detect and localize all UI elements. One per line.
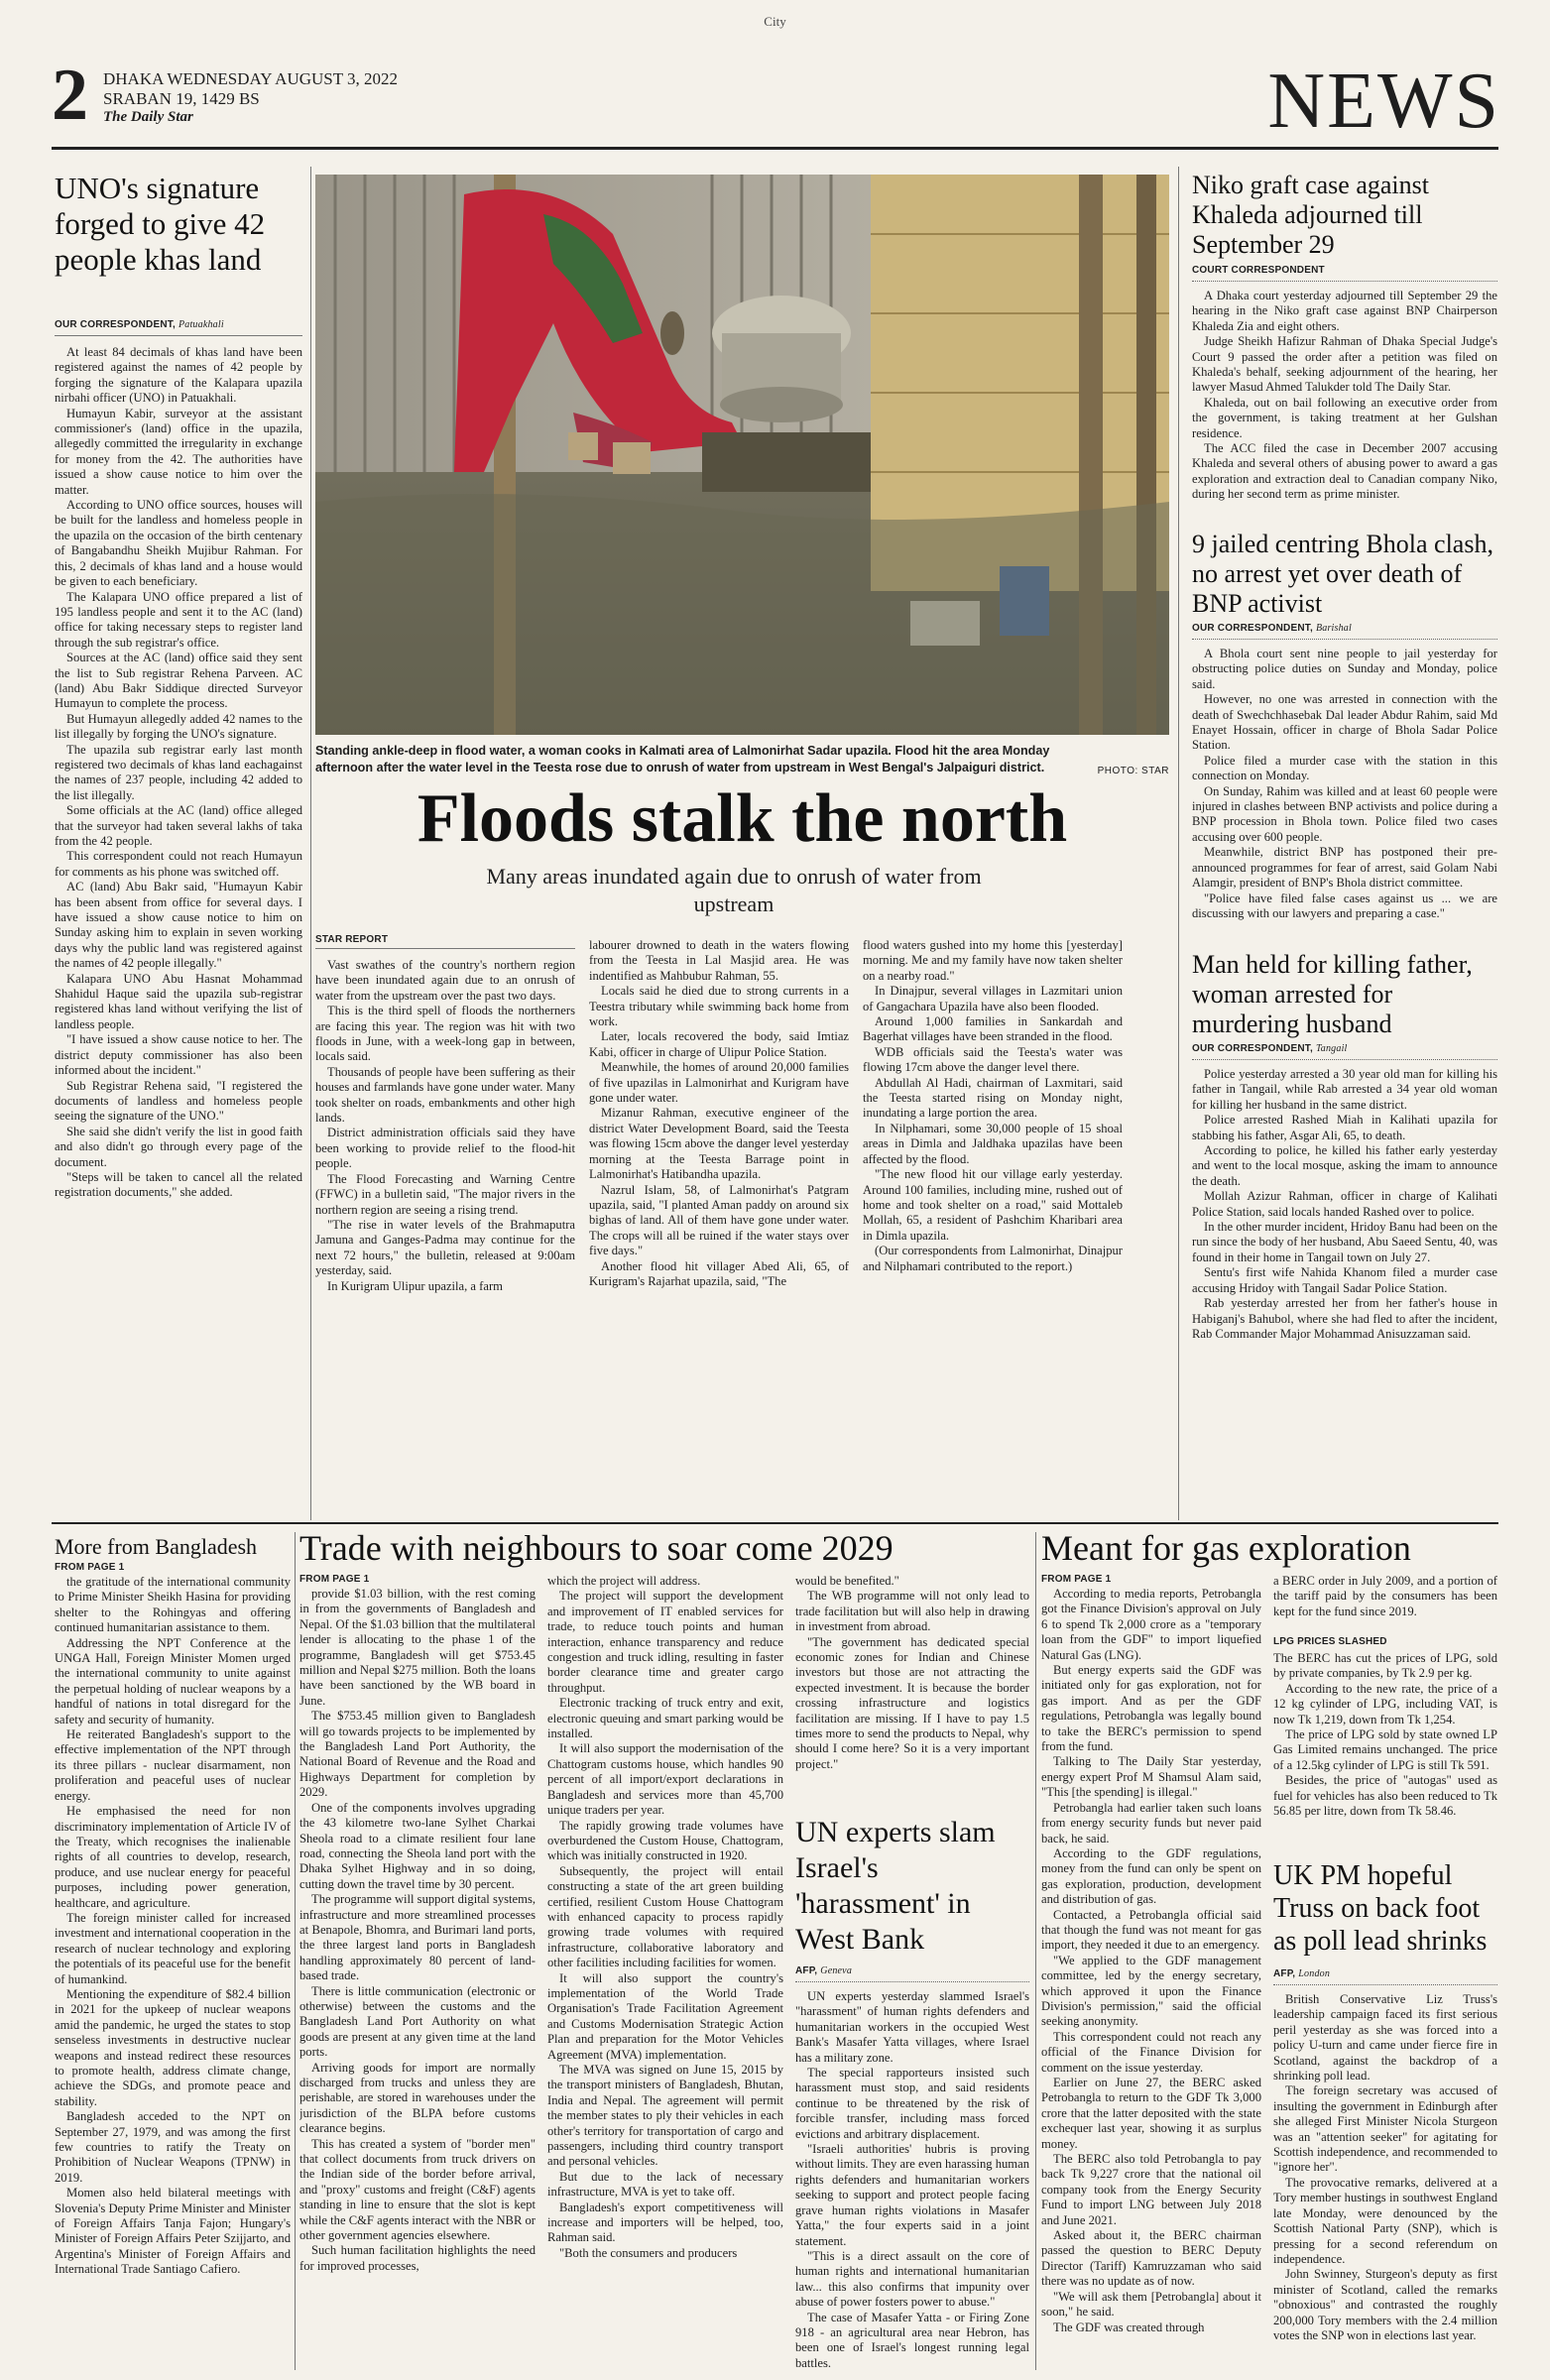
paragraph: "I have issued a show cause notice to her. The district deputy commissioner has also been informed about the incident." — [55, 1032, 302, 1078]
paragraph: Meanwhile, district BNP has postponed their pre-announced programmes for fear of arrest, said Golam Nabi Alamgir, president of BNP's Bhola district committee. — [1192, 845, 1497, 891]
paragraph: The GDF was created through — [1053, 2320, 1205, 2334]
paragraph: "The rise in water levels of the Brahmaputra Jamuna and Ganges-Padma may continue for the next 72 hours," the bulletin, released at 9:00am yesterday, said. — [315, 1217, 575, 1278]
paragraph: But Humayun allegedly added 42 names to the list illegally by forging the UNO's signature. — [55, 711, 302, 742]
niko-headline: Niko graft case against Khaleda adjourned till September 29 — [1192, 171, 1429, 259]
paragraph: A Bhola court sent nine people to jail yesterday for obstructing police duties on Sunday and Monday, police said. — [1192, 647, 1497, 691]
paragraph: But due to the lack of necessary infrastructure, MVA is yet to take off. — [547, 2169, 783, 2200]
paragraph: One of the components involves upgrading the 43 kilometre two-lane Sylhet Charkai Sheola road to a climate resilient four lane road, connecting the Sheola land port with the Dhaka Sylhet Highway and in so doing, cutting down the travel time by 30 percent. — [299, 1800, 536, 1891]
uno-byline-rule — [55, 335, 302, 336]
flood-photo-image — [315, 175, 1169, 735]
paragraph: In Dinajpur, several villages in Lazmitari union of Gangachara Upazila have also been flooded. — [863, 984, 1123, 1013]
paragraph: The foreign minister called for increased investment and international cooperation in the research of nuclear technology and exploring the potentials of its peaceful use for the benefit of humankind. — [55, 1910, 291, 1986]
paragraph: Asked about it, the BERC chairman passed the question to BERC Deputy Director (Tariff) Kamruzzaman who said there was no update as of now. — [1041, 2228, 1261, 2289]
paragraph: But energy experts said the GDF was initiated only for gas exploration, not for gas import. And as per the GDF regulations, Petrobangla was legally bound to take the BERC's permission to spend from the fund. — [1041, 1663, 1261, 1754]
paragraph: In Kurigram Ulipur upazila, a farm — [327, 1278, 503, 1293]
paragraph: "The new flood hit our village early yesterday. Around 100 families, including mine, rushed out of home and took shelter on a road," said Mottaleb Mollah, 65, a resident of Pashchim Kharibari area in Dimla upazila. — [863, 1167, 1123, 1243]
paragraph: The project will support the development and improvement of IT enabled services for trade, to reduce touch points and human interaction, enhance transparency and reduce congestion and truck idling, resulting in faster border clearance time and greater cargo throughput. — [547, 1589, 783, 1695]
paragraph: Another flood hit villager Abed Ali, 65, of Kurigram's Rajarhat upazila, said, "The — [589, 1258, 849, 1288]
paragraph: Bangladesh acceded to the NPT on September 27, 1979, and was among the first few countries to ratify the Treaty on Prohibition of Nuclear Weapons (TPNW) in 2019. — [55, 2109, 291, 2185]
trade-col-3 — [795, 1574, 1029, 1812]
paragraph: labourer drowned to death in the waters flowing from the Teesta in Lal Masjid area. He was indentified as Mahbubur Rahman, 55. — [589, 938, 849, 983]
paragraph: "We applied to the GDF management committee, led by the energy secretary, which approved it upon the Finance Division's permission," said the official seeking anonymity. — [1041, 1953, 1261, 2029]
paragraph: District administration officials said they have been working to provide relief to the flood-hit people. — [315, 1126, 575, 1171]
paragraph: UN experts yesterday slammed Israel's "harassment" of human rights defenders and humanitarian workers in the occupied West Bank's Masafer Yatta villages, where Israel has a military zone. — [795, 1989, 1029, 2065]
paragraph: The case of Masafer Yatta - or Firing Zone 918 - an agricultural area near Hebron, has been one of Israel's longest running legal battles. — [795, 2310, 1029, 2370]
paragraph: The programme will support digital systems, infrastructure and more streamlined processes at Benapole, Bhomra, and Burimari land ports, the three largest land ports in Bangladesh handling approximately 80 percent of land-based trade. — [299, 1892, 536, 1983]
bangla-date: SRABAN 19, 1429 BS — [103, 89, 260, 108]
paragraph: Nazrul Islam, 58, of Lalmonirhat's Patgram upazila, said, "I planted Aman paddy on around six bighas of land. All of them have gone under water. The crops will all be ruined if the water stays over five days." — [589, 1182, 849, 1258]
paragraph: This correspondent could not reach Humayun for comments as his phone was switched off. — [55, 849, 302, 879]
paragraph: Mizanur Rahman, executive engineer of the district Water Development Board, said the Teesta was flowing 15cm above the danger level yesterday morning at the Teesta Barrage point in Lalmonirhat's Hatibandha upazila. — [589, 1106, 849, 1182]
tangail-body — [1192, 1067, 1497, 1515]
paragraph: Khaleda, out on bail following an executive order from the government, is taking treatment at her Gulshan residence. — [1192, 395, 1497, 440]
paragraph: The Flood Forecasting and Warning Centre (FFWC) in a bulletin said, "The major rivers in the northern region are seeing a rising trend. — [315, 1171, 575, 1217]
masthead-rule — [52, 147, 1498, 150]
col-divider — [310, 167, 311, 1520]
paragraph: "Both the consumers and producers — [559, 2245, 738, 2260]
paragraph: He reiterated Bangladesh's support to the effective implementation of the NPT through its three pillars - nuclear disarmament, non proliferation and peaceful uses of nuclear energy. — [55, 1727, 291, 1803]
bhola-byline: OUR CORRESPONDENT, Barishal — [1192, 623, 1352, 634]
paragraph: "Steps will be taken to cancel all the related registration documents," she added. — [55, 1169, 302, 1200]
paragraph: The rapidly growing trade volumes have overburdened the Custom House, Chattogram, which was initially constructed in 1920. — [547, 1818, 783, 1863]
paragraph: This correspondent could not reach any official of the Finance Division for comment on the issue yesterday. — [1041, 2029, 1261, 2075]
paragraph: However, no one was arrested in connection with the death of Swechchhasebak Dal leader Abdur Rahim, said Md Enayet Hossain, officer in charge of Bhola Sadar Police Station. — [1192, 692, 1497, 753]
trade-headline: Trade with neighbours to soar come 2029 — [299, 1528, 894, 1568]
paragraph: She said she didn't verify the list in good faith and also didn't go through every page of the document. — [55, 1124, 302, 1169]
paragraph: Such human facilitation highlights the need for improved processes, — [299, 2243, 536, 2273]
paragraph: Petrobangla had earlier taken such loans from energy security funds but never paid back, he said. — [1041, 1800, 1261, 1845]
paragraph: Contacted, a Petrobangla official said that though the fund was not meant for gas import, they needed it due to an emergency. — [1041, 1907, 1261, 1953]
paragraph: which the project will address. — [547, 1574, 701, 1588]
more-headline: More from Bangladesh — [55, 1534, 258, 1559]
paragraph: A Dhaka court yesterday adjourned till September 29 the hearing in the Niko graft case against BNP Chairperson Khaleda Zia and eight others. — [1192, 289, 1497, 333]
niko-byline: COURT CORRESPONDENT — [1192, 265, 1325, 276]
floods-headline: Floods stalk the north — [417, 780, 1068, 857]
paragraph: It will also support the modernisation of the Chattogram customs house, which handles 90 percent of all import/export declarations in Bangladesh and services more than 45,700 unique traders per year. — [547, 1741, 783, 1818]
paragraph: Meanwhile, the homes of around 20,000 families of five upazilas in Lalmonirhat and Kurigram have gone under water. — [589, 1060, 849, 1106]
gas-col-1 — [1041, 1587, 1261, 2370]
bhola-headline: 9 jailed centring Bhola clash, no arrest yet over death of BNP activist — [1192, 530, 1493, 618]
paragraph: Abdullah Al Hadi, chairman of Laxmitari, said the Teesta started rising on Monday night, inundating a large portion the area. — [863, 1075, 1123, 1121]
gas-col-2b — [1273, 1651, 1497, 1854]
paragraph: John Swinney, Sturgeon's deputy as first minister of Scotland, called the remarks "obnoxious" and contrasted the roughly 200,000 Tory members with the 2.4 million votes the SNP won in elections last year. — [1273, 2267, 1497, 2342]
floods-subhead: Many areas inundated again due to onrush of water from upstream — [486, 864, 982, 916]
paragraph: According to UNO office sources, houses will be built for the landless and homeless people in the upazila on the occasion of the birth centenary of Bangabandhu Sheikh Mujibur Rahman. For this, 2 decimals of khas land and a house would be given to each beneficiary. — [55, 498, 302, 589]
paragraph: According to police, he killed his father early yesterday and went to the local mosque, asking the imam to announce the death. — [1192, 1143, 1497, 1188]
paragraph: Bangladesh's export competitiveness will increase and importers will be helped, too, Rahman said. — [547, 2200, 783, 2245]
truss-body — [1273, 1992, 1497, 2370]
paragraph: Besides, the price of "autogas" used as fuel for vehicles has also been reduced to Tk 56.85 per litre, down from Tk 58.46. — [1273, 1773, 1497, 1819]
truss-byline: AFP, London — [1273, 1968, 1331, 1979]
un-headline: UN experts slam Israel's 'harassment' in West Bank — [795, 1816, 996, 1956]
paragraph: Electronic tracking of truck entry and exit, electronic queuing and smart parking would be installed. — [547, 1696, 783, 1741]
paragraph: "The government has dedicated special economic zones for Indian and Chinese investors but those are not attracting the expected investment. It is because the border crossing infrastructure and logistics facilitation are missing. If I have to pay 1.5 times more to send the products to Nepal, why should I come here? So it is a very important project." — [795, 1634, 1029, 1771]
paragraph: The $753.45 million given to Bangladesh will go towards projects to be implemented by the Bangladesh Land Port Authority, the National Board of Revenue and the Road and Highways Department for completion by 2029. — [299, 1709, 536, 1800]
paragraph: The BERC also told Petrobangla to pay back Tk 9,227 crore that the national oil company took from the Energy Security Fund to import LNG between July 2018 and June 2021. — [1041, 2152, 1261, 2227]
paragraph: Kalapara UNO Abu Hasnat Mohammad Shahidul Haque said the upazila sub-registrar registered khas land without verifying the list of landless people. — [55, 971, 302, 1031]
paragraph: Police yesterday arrested a 30 year old man for killing his father in Tangail, while Rab arrested a 34 year old woman for killing her husband in the same district. — [1192, 1067, 1497, 1112]
paragraph: Vast swathes of the country's northern region have been inundated again due to an onrush of water from the upstream over the past two days. — [315, 958, 575, 1003]
paragraph: Rab yesterday arrested her from her father's house in Habiganj's Bahubol, where she had fled to after the incident, Rab Commander Major Mohammad Anisuzzaman said. — [1192, 1296, 1497, 1341]
paragraph: Some officials at the AC (land) office alleged that the surveyor had taken several lakhs of taka from the 42 people. — [55, 803, 302, 848]
more-body — [55, 1575, 291, 2368]
paragraph: (Our correspondents from Lalmonirhat, Dinajpur and Nilphamari contributed to the report.) — [863, 1244, 1123, 1273]
paragraph: The ACC filed the case in December 2007 accusing Khaleda and several others of abusing power to award a gas exploration and extraction deal to Canadian company Niko, during her second term as prime minister. — [1192, 441, 1497, 502]
paragraph: Arriving goods for import are normally discharged from trucks and unless they are perishable, are stored in warehouses under the jurisdiction of the BLPA before customs clearance begins. — [299, 2060, 536, 2136]
paragraph: would be benefited." — [795, 1574, 899, 1588]
section-title: NEWS — [1267, 58, 1500, 145]
bhola-body — [1192, 647, 1497, 944]
col-divider — [1035, 1532, 1036, 2370]
paragraph: The provocative remarks, delivered at a Tory member hustings in southwest England late Monday, were denounced by the Scottish National Party (SNP), which is pressing for a second referendum on independence. — [1273, 2175, 1497, 2266]
paragraph: It will also support the country's implementation of the World Trade Organisation's Trade Facilitation Agreement and Customs Modernisation Strategic Action Plan and preparation for the Motor Vehicles Agreement (MVA) implementation. — [547, 1970, 783, 2062]
paragraph: The price of LPG sold by state owned LP Gas Limited remains unchanged. The price of a 12.5kg cylinder of LPG is still Tk 591. — [1273, 1727, 1497, 1772]
floods-col-2 — [589, 938, 849, 1513]
page-number: 2 — [52, 55, 88, 136]
un-body — [795, 1989, 1029, 2370]
paragraph: The Kalapara UNO office prepared a list of 195 landless people and sent it to the AC (land) office for taking necessary steps to register land through the sub registrar's office. — [55, 589, 302, 650]
uno-headline: UNO's signature forged to give 42 people khas land — [55, 171, 266, 277]
paragraph: "Police have filed false cases against us ... we are discussing with our lawyers and preparing a case." — [1192, 891, 1497, 920]
paragraph: Judge Sheikh Hafizur Rahman of Dhaka Special Judge's Court 9 passed the order after a petition was filed on Khaleda's behalf, seeking adjournment of the hearing, her lawyer Masud Ahmed Talukder told The Daily Star. — [1192, 334, 1497, 395]
paragraph: On Sunday, Rahim was killed and at least 60 people were injured in clashes between BNP activists and police during a BNP procession in Bhola town. Police filed two cases accusing over 600 people. — [1192, 783, 1497, 844]
paragraph: Earlier on June 27, the BERC asked Petrobangla to return to the GDF Tk 3,000 crore that the latter deposited with the state exchequer last year, showing it as surplus money. — [1041, 2076, 1261, 2151]
gas-headline: Meant for gas exploration — [1041, 1528, 1411, 1568]
paragraph: Subsequently, the project will entail constructing a state of the art green building certified, resilient Custom House Chattogram with enhanced capacity to process rapidly growing trade volumes with required infrastructure, collaborative laboratory and other facilities including facilities for women. — [547, 1863, 783, 1970]
paragraph: At least 84 decimals of khas land have been registered against the names of 42 people by forging the signature of the Kalapara upazila nirbahi officer (UNO) in Patuakhali. — [55, 345, 302, 406]
paragraph: The BERC has cut the prices of LPG, sold by private companies, by Tk 2.9 per kg. — [1273, 1651, 1497, 1681]
tangail-byline-rule — [1192, 1059, 1497, 1060]
trade-col-2 — [547, 1574, 783, 2370]
uno-byline: OUR CORRESPONDENT, Patuakhali — [55, 319, 224, 330]
tangail-headline: Man held for killing father, woman arrested for murdering husband — [1192, 950, 1473, 1038]
bhola-byline-rule — [1192, 639, 1497, 640]
dateline: DHAKA WEDNESDAY AUGUST 3, 2022 — [103, 69, 399, 88]
photo-caption: Standing ankle-deep in flood water, a woman cooks in Kalmati area of Lalmonirhat Sadar upazila. Flood hit the area Monday afternoon after the water level in the Teesta rose due to onrush of water from upstream in West Bengal's Jalpaiguri district. — [315, 744, 1050, 774]
brand-logo: The Daily Star — [103, 109, 193, 125]
paragraph: a BERC order in July 2009, and a portion of the tariff paid by the consumers has been kept for the fund since 2019. — [1273, 1574, 1497, 1618]
paragraph: "This is a direct assault on the core of human rights and international humanitarian law... this also confirms that impunity over abuse of power fosters power to abuse." — [795, 2248, 1029, 2310]
paragraph: Talking to The Daily Star yesterday, energy expert Prof M Shamsul Alam said, "This [the spending] is illegal." — [1041, 1754, 1261, 1800]
paragraph: Later, locals recovered the body, said Imtiaz Kabi, officer in charge of Ulipur Police Station. — [589, 1029, 849, 1059]
paragraph: The special rapporteurs insisted such harassment must stop, and said residents continue to be threatened by the risk of forcible transfer, including mass forced evictions and arbitrary displacement. — [795, 2066, 1029, 2141]
lpg-subhead: LPG PRICES SLASHED — [1273, 1636, 1387, 1647]
paragraph: The MVA was signed on June 15, 2015 by the transport ministers of Bangladesh, Bhutan, India and Nepal. The agreement will permit the member states to ply their vehicles in each other's territory for transportation of cargo and passengers, including third country transport and personal vehicles. — [547, 2063, 783, 2169]
paragraph: Sub Registrar Rehena said, "I registered the documents of landless and homeless people seeing the signature of the UNO." — [55, 1078, 302, 1124]
paragraph: According to the GDF regulations, money from the fund can only be spent on gas exploration, production, development and distribution of gas. — [1041, 1845, 1261, 1907]
paragraph: The WB programme will not only lead to trade facilitation but will also help in drawing in investment from abroad. — [795, 1589, 1029, 1634]
paragraph: AC (land) Abu Bakr said, "Humayun Kabir has been absent from office for several days. I have issued a show cause notice to him on Sunday asking him to explain in seven working days why the public land was registered against the names of 42 people illegally." — [55, 880, 302, 971]
floods-byline: STAR REPORT — [315, 934, 389, 945]
paragraph: Sentu's first wife Nahida Khanom filed a murder case accusing Hridoy with Tangail Sadar Police Station. — [1192, 1265, 1497, 1295]
paragraph: Locals said he died due to strong currents in a Teestra tributary while swimming back home from work. — [589, 984, 849, 1029]
truss-headline: UK PM hopeful Truss on back foot as poll lead shrinks — [1273, 1860, 1488, 1957]
section-divider — [52, 1522, 1498, 1524]
gas-col-2 — [1273, 1574, 1497, 1635]
photo-credit: PHOTO: STAR — [1097, 766, 1169, 776]
paragraph: Thousands of people have been suffering as their houses and farmlands have gone under water. Many took shelter on roads, embankments and other high lands. — [315, 1064, 575, 1126]
paragraph: This is the third spell of floods the northerners are facing this year. The region was hit with two floods in June, with a week-long gap in between, locals said. — [315, 1004, 575, 1064]
trade-col-1 — [299, 1587, 536, 2370]
paragraph: According to media reports, Petrobangla got the Finance Division's approval on July 6 to spend Tk 2,000 crore as a "temporary loan from the GDF" to import liquefied Natural Gas (LNG). — [1041, 1587, 1261, 1662]
paragraph: "We will ask them [Petrobangla] about it soon," he said. — [1041, 2289, 1261, 2320]
paragraph: In the other murder incident, Hridoy Banu had been on the run since the body of her husband, Abu Saeed Sentu, 40, was found in their home in Tangail town on July 27. — [1192, 1220, 1497, 1264]
truss-byline-rule — [1273, 1984, 1497, 1985]
paragraph: Momen also held bilateral meetings with Slovenia's Deputy Prime Minister and Minister of Foreign Affairs Tanja Fajon; Hungary's Minister of Foreign Affairs Peter Szijjarto, and Argentina's Minister of Foreign Affairs and International Trade Santiago Cafiero. — [55, 2186, 291, 2277]
niko-byline-rule — [1192, 281, 1497, 282]
paragraph: Mentioning the expenditure of $82.4 billion in 2021 for the upkeep of nuclear weapons amid the pandemic, he urged the states to stop senseless investments in destructive nuclear weapons and instead redirect these resources to promote health, address climate change, achieve the SDGs, and promote peace and stability. — [55, 1986, 291, 2108]
paragraph: This has created a system of "border men" that collect documents from truck drivers on the Indian side of the border before arrival, and "proxy" customs and freight (C&F) agents standing in line to ensure that the slot is kept while the C&F agents interact with the NBR or other government agencies elsewhere. — [299, 2136, 536, 2243]
paragraph: He emphasised the need for non discriminatory implementation of Article IV of the Treaty, which recognises the inalienable rights of all countries to develop, research, produce, and use nuclear energy for peaceful purposes, including power generation, healthcare, and agriculture. — [55, 1804, 291, 1910]
paragraph: Sources at the AC (land) office said they sent the list to Sub registrar Rehena Parveen. AC (land) Abu Bakr Siddique directed Surveyor Humayun to complete the process. — [55, 651, 302, 711]
paragraph: Police filed a murder case with the station in this connection on Monday. — [1192, 753, 1497, 783]
col-divider — [1178, 167, 1179, 1520]
paragraph: British Conservative Liz Truss's leadership campaign faced its first serious peril yesterday as she was forced into a policy U-turn and came under fierce fire in Scotland, against the backdrop of a shrinking poll lead. — [1273, 1992, 1497, 2083]
flood-photo — [315, 175, 1169, 735]
paragraph: There is little communication (electronic or otherwise) between the customs and the Bangladesh Land Port Authority on what goods are present at any given time at the land ports. — [299, 1983, 536, 2060]
paragraph: The upazila sub registrar early last month registered two decimals of khas land eachagainst the names of 237 people, including 42 added to the list illegally. — [55, 742, 302, 802]
uno-body — [55, 345, 302, 1505]
paragraph: provide $1.03 billion, with the rest coming in from the governments of Bangladesh and Nepal. Of the $1.03 billion that the multilateral lender is allocating to the phase 1 of the programme, Bangladesh will get $753.45 million and Nepal $275 million. Both the loans have been sanctioned by the WB board in June. — [299, 1587, 536, 1708]
paragraph: According to the new rate, the price of a 12 kg cylinder of LPG, including VAT, is now Tk 1,219, down from Tk 1,254. — [1273, 1681, 1497, 1726]
more-kicker: FROM PAGE 1 — [55, 1562, 125, 1573]
niko-body — [1192, 289, 1497, 527]
gas-kicker: FROM PAGE 1 — [1041, 1574, 1112, 1585]
tangail-byline: OUR CORRESPONDENT, Tangail — [1192, 1043, 1348, 1054]
floods-col-3 — [863, 938, 1123, 1513]
floods-byline-rule — [315, 948, 575, 949]
paragraph: Addressing the NPT Conference at the UNGA Hall, Foreign Minister Momen urged the international community to unite against the perpetual holding of nuclear weapons by a handful of nations in total disregard for the safety and security of humanity. — [55, 1635, 291, 1726]
col-divider — [295, 1532, 296, 2370]
un-byline-rule — [795, 1981, 1029, 1982]
paragraph: Mollah Azizur Rahman, officer in charge of Kalihati Police Station, said locals handed Rashed over to police. — [1192, 1189, 1497, 1219]
paragraph: Police arrested Rashed Miah in Kalihati upazila for stabbing his father, Asgar Ali, 65, to death. — [1192, 1113, 1497, 1142]
paragraph: The foreign secretary was accused of insulting the government in Edinburgh after she alleged First Minister Nicola Sturgeon was an "attention seeker" for agitating for Scottish independence, and recommended to "ignore her". — [1273, 2083, 1497, 2175]
floods-col-1 — [315, 958, 575, 1513]
paragraph: WDB officials said the Teesta's water was flowing 17cm above the danger level there. — [863, 1044, 1123, 1075]
paragraph: Humayun Kabir, surveyor at the assistant commissioner's (land) office in the upazila, allegedly committed the irregularity in exchange for money from the 42. The authorities have issued a show cause notice to him over the matter. — [55, 406, 302, 497]
trade-kicker: FROM PAGE 1 — [299, 1574, 370, 1585]
un-byline: AFP, Geneva — [795, 1965, 853, 1976]
paragraph: flood waters gushed into my home this [yesterday] morning. Me and my family have now taken shelter on a nearby road." — [863, 938, 1123, 983]
paragraph: Around 1,000 families in Sankardah and Bagerhat villages have been stranded in the flood. — [863, 1014, 1123, 1044]
section-label-top: City — [764, 14, 786, 29]
paragraph: the gratitude of the international community to Prime Minister Sheikh Hasina for providing shelter to the Rohingyas and offering continued humanitarian assistance to them. — [55, 1575, 291, 1635]
paragraph: In Nilphamari, some 30,000 people of 15 shoal areas in Dimla and Jaldhaka upazilas have been affected by the flood. — [863, 1121, 1123, 1166]
paragraph: "Israeli authorities' hubris is proving without limits. They are even harassing human rights defenders and humanitarian workers seeking to support and protect people facing grave human rights violations in Masafer Yatta," the four experts said in a joint statement. — [795, 2142, 1029, 2248]
